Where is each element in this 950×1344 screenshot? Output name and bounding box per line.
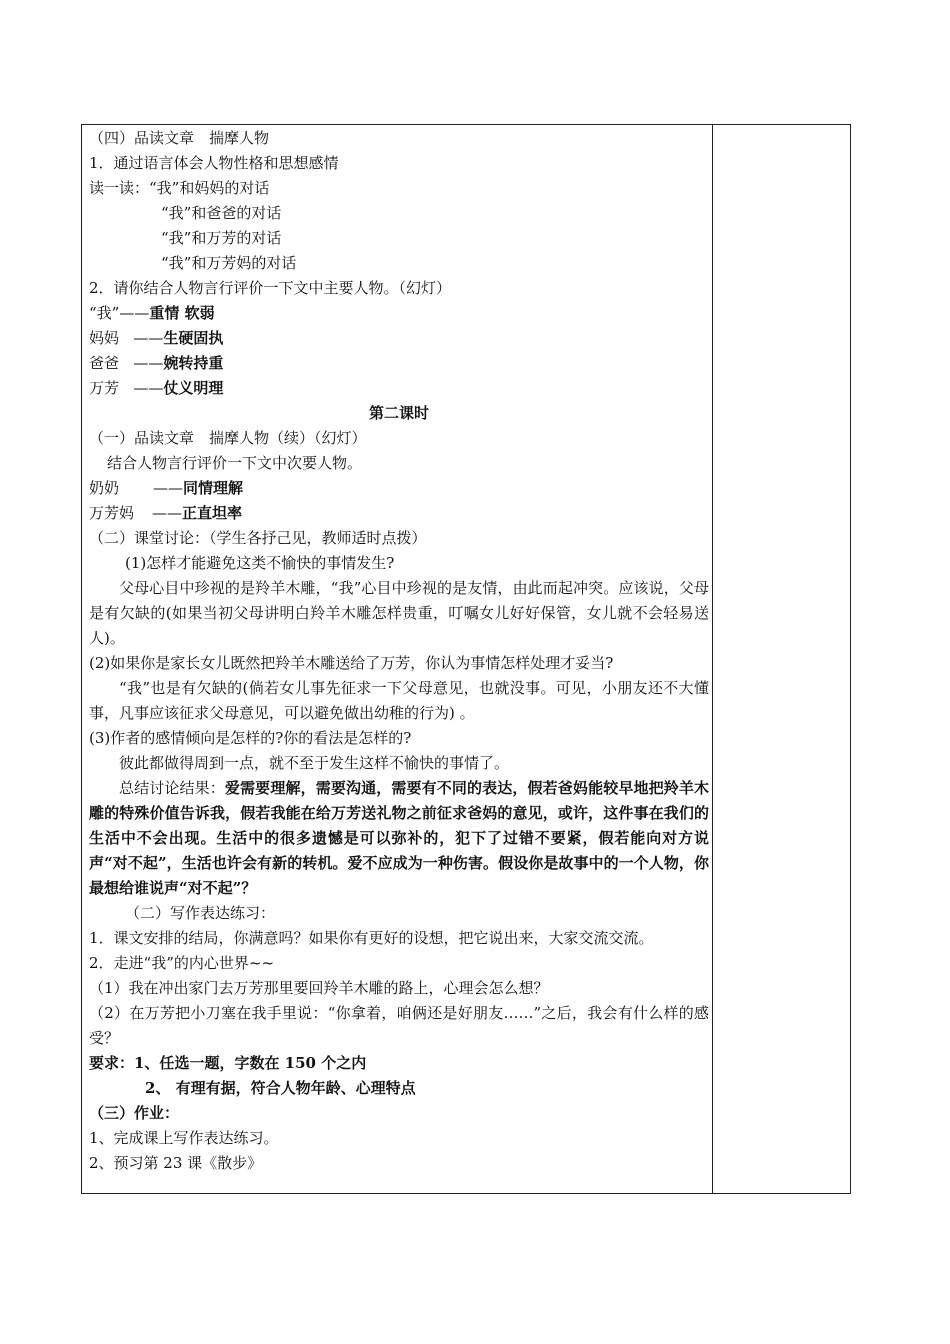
lesson2-sec1-intro: 结合人物言行评价一下文中次要人物。: [107, 454, 363, 472]
homework-item-2: 2、预习第 23 课《散步》: [89, 1154, 263, 1172]
read-line-3: “我”和万芳的对话: [161, 229, 282, 247]
section4-item1: 1．通过语言体会人物性格和思想感情: [89, 154, 339, 172]
discussion-answer-1: 父母心目中珍视的是羚羊木雕，“我”心目中珍视的是友情，由此而起冲突。应该说，父母是有欠缺的(如果当初父母讲明白羚羊木雕怎样贵重，叮嘱女儿好好保管，女儿就不会轻易送人)。: [89, 579, 709, 647]
discussion-summary: [89, 776, 709, 901]
character-trait: 仗义明理: [163, 379, 224, 397]
character-trait: 同情理解: [183, 479, 244, 497]
character-row: [89, 501, 709, 526]
discussion-question-2: (2)如果你是家长女儿既然把羚羊木雕送给了万芳，你认为事情怎样处理才妥当?: [89, 654, 614, 672]
read-line-4: “我”和万芳妈的对话: [161, 254, 297, 272]
read-line-1: 读一读：“我”和妈妈的对话: [89, 179, 270, 197]
writing-item-2a: （1）我在冲出家门去万芳那里要回羚羊木雕的路上，心理会怎么想？: [89, 979, 549, 997]
summary-label: 总结讨论结果：: [119, 779, 225, 797]
character-name: 妈妈: [89, 329, 120, 347]
discussion-question-3: (3)作者的感情倾向是怎样的?你的看法是怎样的?: [89, 729, 412, 747]
homework-item-1: 1、完成课上写作表达练习。: [89, 1129, 279, 1147]
character-trait: 婉转持重: [163, 354, 224, 372]
character-name: 万芳妈: [89, 504, 135, 522]
section4-item2: 2．请你结合人物言行评价一下文中主要人物。（幻灯）: [89, 279, 452, 297]
lesson2-sec2-heading: （二）课堂讨论：（学生各抒己见，教师适时点拨）: [89, 529, 427, 547]
character-dash: ——: [133, 329, 164, 347]
table-column-divider: [712, 124, 713, 1194]
character-name: 爸爸: [89, 354, 120, 372]
summary-text: 爱需要理解，需要沟通，需要有不同的表达，假若爸妈能较早地把羚羊木雕的特殊价值告诉我，假若我能在给万芳送礼物之前征求爸妈的意见，或许，这件事在我们的生活中不会出现。生活中的很多遗憾是可以弥补的，犯下了过错不要紧，假若能向对方说声“对不起”，生活也许会有新的转机。爱不应成为一种伤害。假设你是故事中的一个人物，你最想给谁说声“对不起”？: [89, 779, 709, 897]
writing-heading: （二）写作表达练习：: [125, 904, 276, 922]
character-row: [89, 376, 709, 401]
character-dash: ——: [153, 479, 184, 497]
lesson2-sec1-heading: （一）品读文章 揣摩人物（续）（幻灯）: [89, 429, 367, 447]
discussion-question-1: (1)怎样才能避免这类不愉快的事情发生?: [125, 554, 395, 572]
character-dash: ——: [152, 504, 183, 522]
lesson2-title: 第二课时: [368, 404, 429, 422]
character-row: [89, 476, 709, 501]
discussion-answer-3: 彼此都做得周到一点，就不至于发生这样不愉快的事情了。: [119, 754, 510, 772]
character-row: [89, 351, 709, 376]
character-name: “我”: [89, 304, 120, 322]
character-dash: ——: [133, 354, 164, 372]
character-name: 奶奶: [89, 479, 120, 497]
character-row: [89, 326, 709, 351]
character-dash: ——: [133, 379, 164, 397]
character-name: 万芳: [89, 379, 120, 397]
homework-heading: （三）作业：: [89, 1104, 180, 1122]
requirement-1: 要求：1、任选一题，字数在 150 个之内: [89, 1054, 367, 1072]
character-trait: 生硬固执: [163, 329, 224, 347]
character-dash: ——: [119, 304, 150, 322]
requirement-2: 2、 有理有据，符合人物年龄、心理特点: [145, 1079, 416, 1097]
read-line-2: “我”和爸爸的对话: [161, 204, 282, 222]
discussion-answer-2: “我”也是有欠缺的(倘若女儿事先征求一下父母意见，也就没事。可见，小朋友还不大懂事，凡事应该征求父母意见，可以避免做出幼稚的行为) 。: [89, 679, 709, 722]
writing-item-1: 1．课文安排的结局，你满意吗？如果你有更好的设想，把它说出来，大家交流交流。: [89, 929, 654, 947]
section4-heading: （四）品读文章 揣摩人物: [89, 129, 270, 147]
character-trait: 正直坦率: [182, 504, 243, 522]
character-row: [89, 301, 709, 326]
lesson-content: [89, 126, 709, 1176]
character-trait: 重情 软弱: [149, 304, 215, 322]
writing-item-2: 2．走进“我”的内心世界~~: [89, 954, 275, 972]
writing-item-2b: （2）在万芳把小刀塞在我手里说：“你拿着，咱俩还是好朋友……”之后，我会有什么样的感受？: [89, 1004, 709, 1047]
